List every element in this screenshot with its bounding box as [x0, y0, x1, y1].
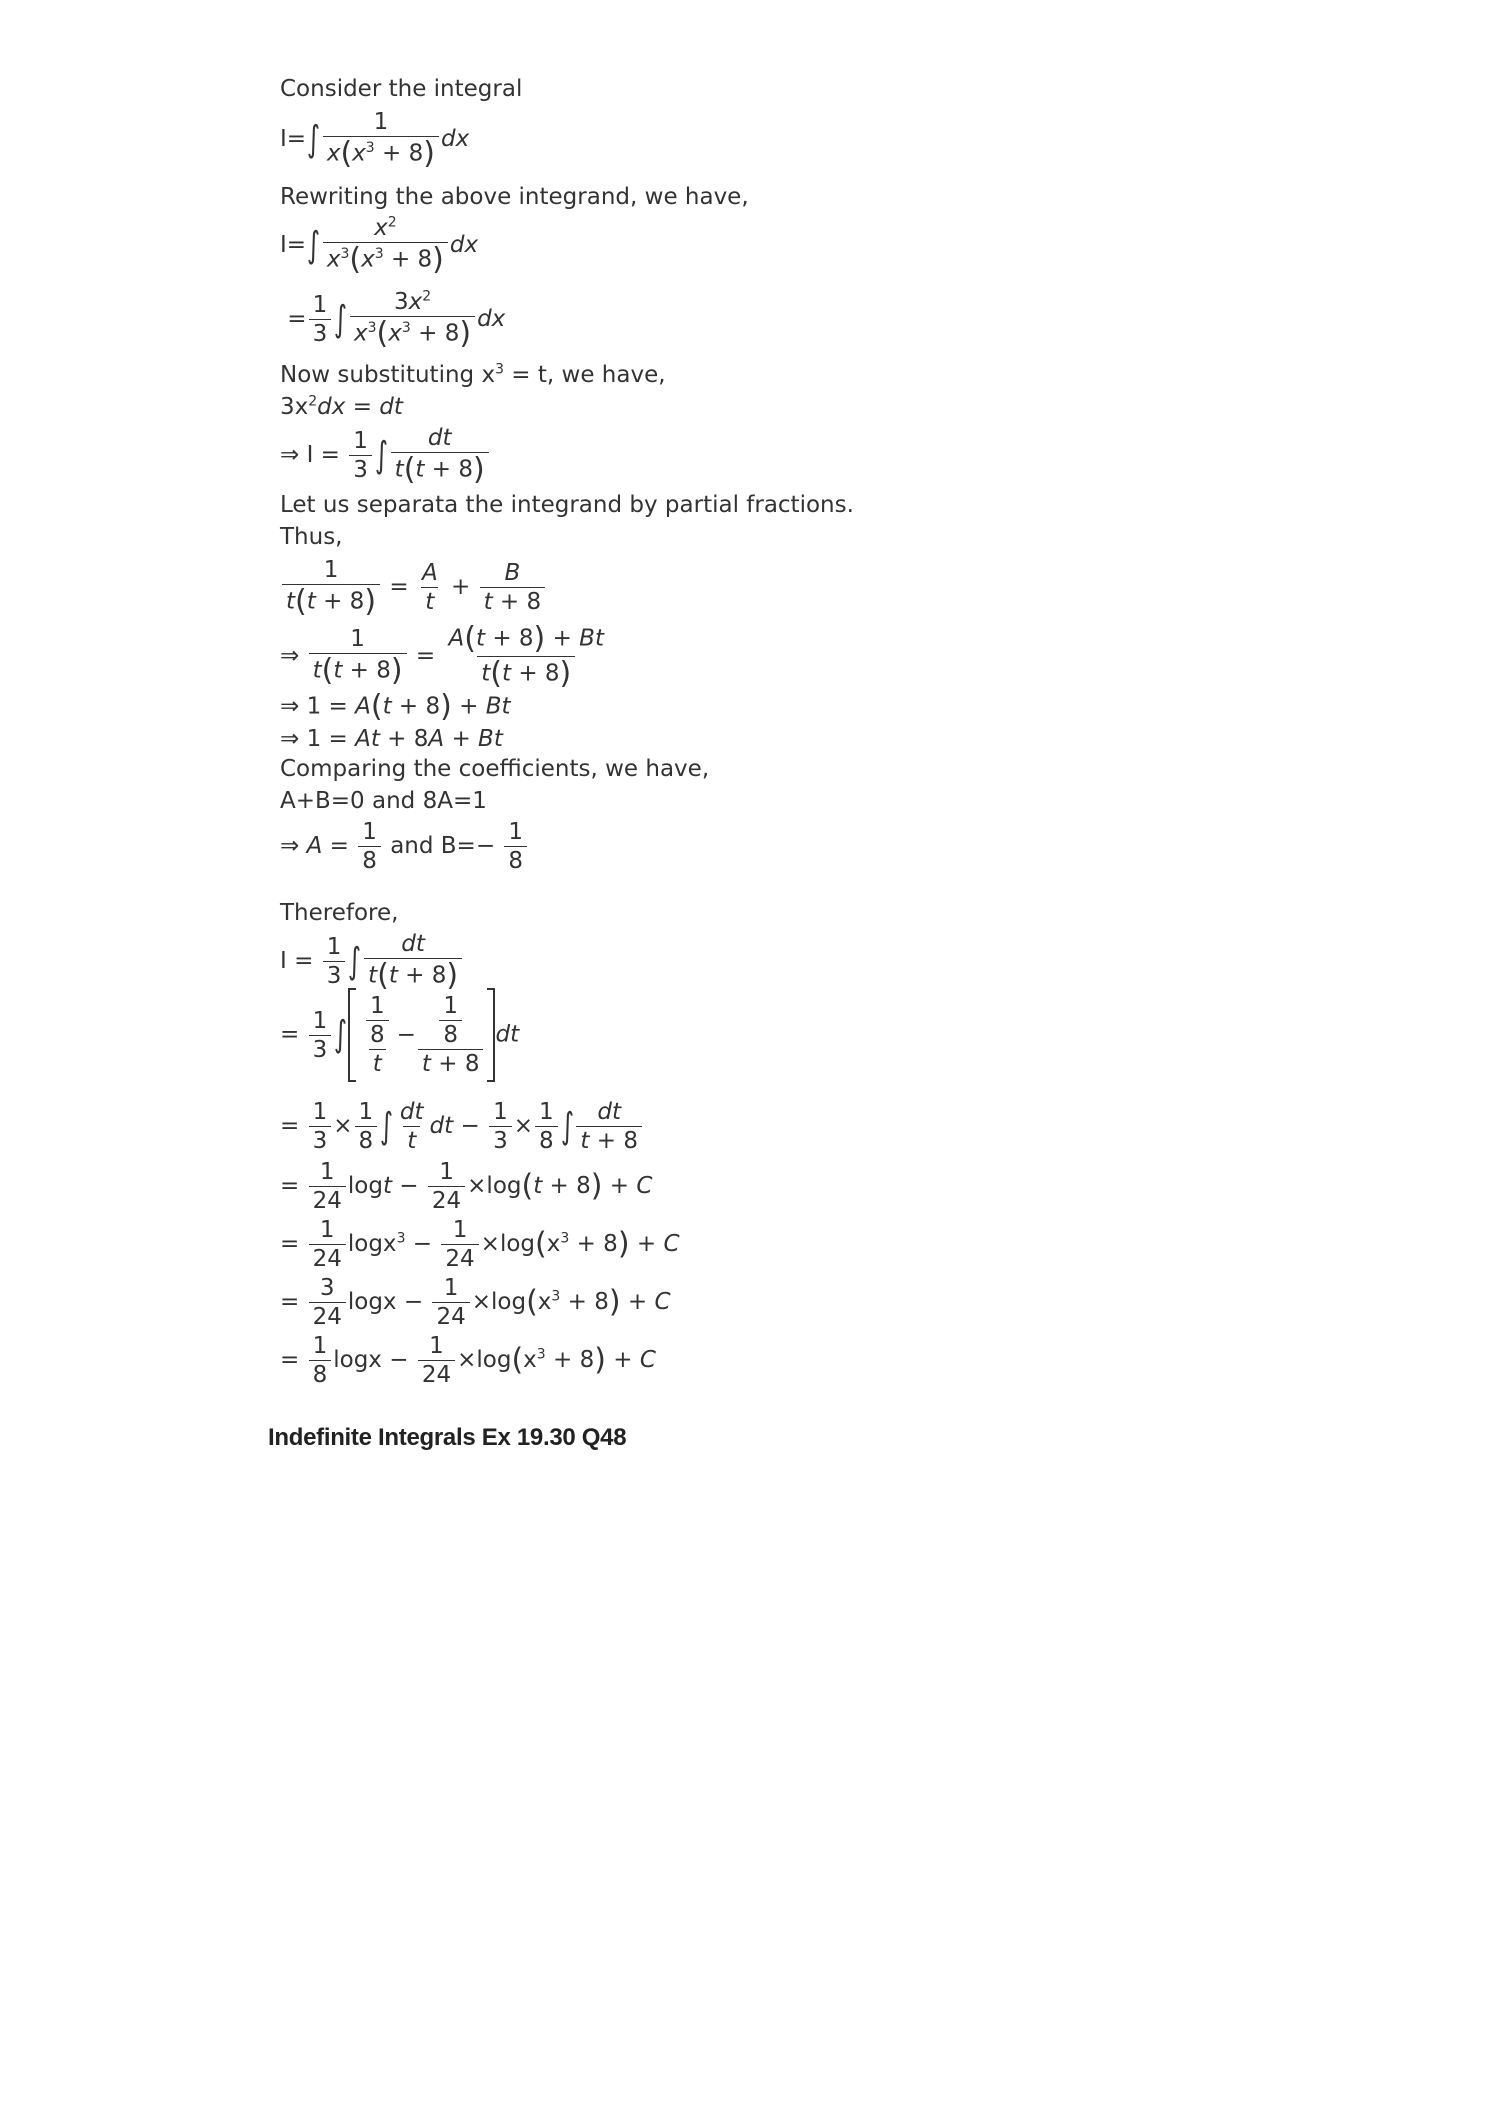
eq-10: ⇒ A = $\frac{1}{8}$ and B=− $\frac{1}{8}$: [280, 820, 529, 873]
eq-16: = $\frac{3}{24}$ logx − $\frac{1}{24}$ $\times\log(x^3 + 8) + C$: [280, 1275, 671, 1331]
now-sub-prefix: Now substituting x: [280, 362, 496, 388]
eq-7: ⇒ $\frac{1}{t(t + 8)}$ = $\frac{A(t + 8) + Bt}{t(t + 8)}$: [280, 621, 604, 691]
eq-6: $\frac{1}{t(t + 8)}$ = $\frac{A}{t}$ + $\frac{B}{t + 8}$: [280, 558, 547, 617]
eq-12: = $\frac{1}{3}$ ∫ $\frac{\frac{1}{8}}{t}$ − $\frac{\frac{1}{8}}{t + 8}$ dt: [280, 988, 519, 1082]
text-separata: Let us separata the integrand by partial fractions.: [280, 492, 854, 518]
eq-5: ⇒ I = $\frac{1}{3}$ ∫ $\frac{dt}{t(t + 8)}$: [280, 426, 491, 485]
eq-15: = $\frac{1}{24}$ logx$^3$ − $\frac{1}{24}$ $\times\log(x^3 + 8) + C$: [280, 1217, 680, 1273]
text-consider: Consider the integral: [280, 76, 523, 102]
eq-17: = $\frac{1}{8}$ logx − $\frac{1}{24}$ $\times\log(x^3 + 8) + C$: [280, 1333, 656, 1389]
eq-13: = $\frac{1}{3}$ × $\frac{1}{8}$ ∫ $\frac{dt}{t}$ dt − $\frac{1}{3}$ × $\frac{1}{8}$ ∫ $\frac{dt}{t + 8}$: [280, 1100, 644, 1153]
section-heading: Indefinite Integrals Ex 19.30 Q48: [268, 1424, 627, 1451]
text-rewriting: Rewriting the above integrand, we have,: [280, 184, 749, 210]
eq-1: I=∫ $\frac{1}{x(x^3 + 8)}$ dx: [280, 109, 470, 172]
now-sub-suffix: = t, we have,: [511, 362, 666, 388]
eq-4: $3x^2dx$ = dt: [280, 393, 403, 420]
eq-9: ⇒ 1 = At + 8A + Bt: [280, 726, 503, 752]
and-b-text: and B=−: [390, 833, 496, 860]
text-comparing: Comparing the coefficients, we have,: [280, 756, 710, 782]
eq-3: = $\frac{1}{3}$ ∫ $\frac{3x^2}{x^3(x^3 + 8)}$ dx: [280, 288, 506, 352]
text-thus: Thus,: [280, 524, 343, 550]
text-now-sub: Now substituting $x^3 = t$, we have,: [280, 361, 666, 388]
eq-11: I = $\frac{1}{3}$ ∫ $\frac{dt}{t(t + 8)}$: [280, 932, 464, 991]
eq-14: = $\frac{1}{24}$ logt − $\frac{1}{24}$ ×log(t + 8) + C: [280, 1159, 653, 1215]
eq-8: ⇒ 1 = A(t + 8) + Bt: [280, 689, 511, 724]
text-therefore: Therefore,: [280, 900, 399, 926]
text-ab-eq: A+B=0 and 8A=1: [280, 788, 487, 814]
eq-2: I=∫ $\frac{x^2}{x^3(x^3 + 8)}$ dx: [280, 214, 479, 278]
